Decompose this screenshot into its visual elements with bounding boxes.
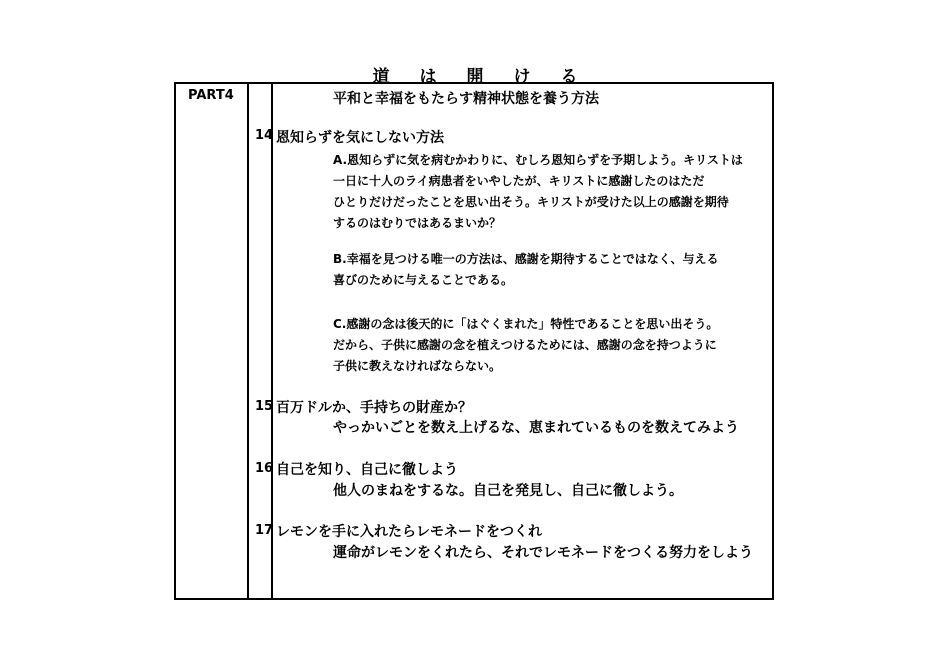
paragraph-line: 一日に十人のライ病患者をいやしたが、キリストに感謝したのはただ [333, 174, 705, 188]
paragraph-line: A.恩知らずに気を病むかわりに、むしろ恩知らずを予期しよう。キリストは [333, 153, 743, 167]
paragraph-line: B.幸福を見つける唯一の方法は、感謝を期待することではなく、与える [333, 252, 719, 266]
section-title: 恩知らずを気にしない方法 [276, 130, 444, 146]
section-number: 17 [255, 523, 274, 538]
section-subtitle: やっかいごとを数え上げるな、恵まれているものを数えてみよう [333, 420, 739, 436]
section-number: 15 [255, 399, 274, 414]
paragraph-line: するのはむりではあるまいか？ [333, 216, 502, 230]
paragraph-a [333, 150, 763, 234]
part-title: 平和と幸福をもたらす精神状態を養う方法 [333, 91, 599, 107]
paragraph-c [333, 314, 763, 377]
paragraph-line: 喜びのために与えることである。 [333, 273, 514, 287]
section-subtitle: 運命がレモンをくれたら、それでレモネードをつくる努力をしよう [333, 545, 753, 561]
paragraph-line: ひとりだけだったことを思い出そう。キリストが受けた以上の感謝を期待 [333, 195, 729, 209]
paragraph-line: だから、子供に感謝の念を植えつけるためには、感謝の念を持つように [333, 338, 717, 352]
section-title: 自己を知り、自己に徹しよう [276, 462, 458, 478]
section-number: 16 [255, 461, 274, 476]
paragraph-b [333, 249, 763, 291]
paragraph-line: 子供に教えなければならない。 [333, 359, 502, 373]
column-divider-left [247, 84, 249, 598]
section-number: 14 [255, 128, 274, 143]
page-title: 道は開ける [372, 67, 608, 87]
section-subtitle: 他人のまねをするな。自己を発見し、自己に徹しよう。 [333, 483, 683, 499]
paragraph-line: C.感謝の念は後天的に「はぐくまれた」特性であることを思い出そう。 [333, 317, 719, 331]
content-table [174, 82, 774, 600]
section-title: レモンを手に入れたらレモネードをつくれ [276, 524, 542, 540]
column-divider-right [271, 84, 273, 598]
part-label: PART4 [188, 88, 234, 103]
section-title: 百万ドルか、手持ちの財産か？ [276, 400, 472, 416]
